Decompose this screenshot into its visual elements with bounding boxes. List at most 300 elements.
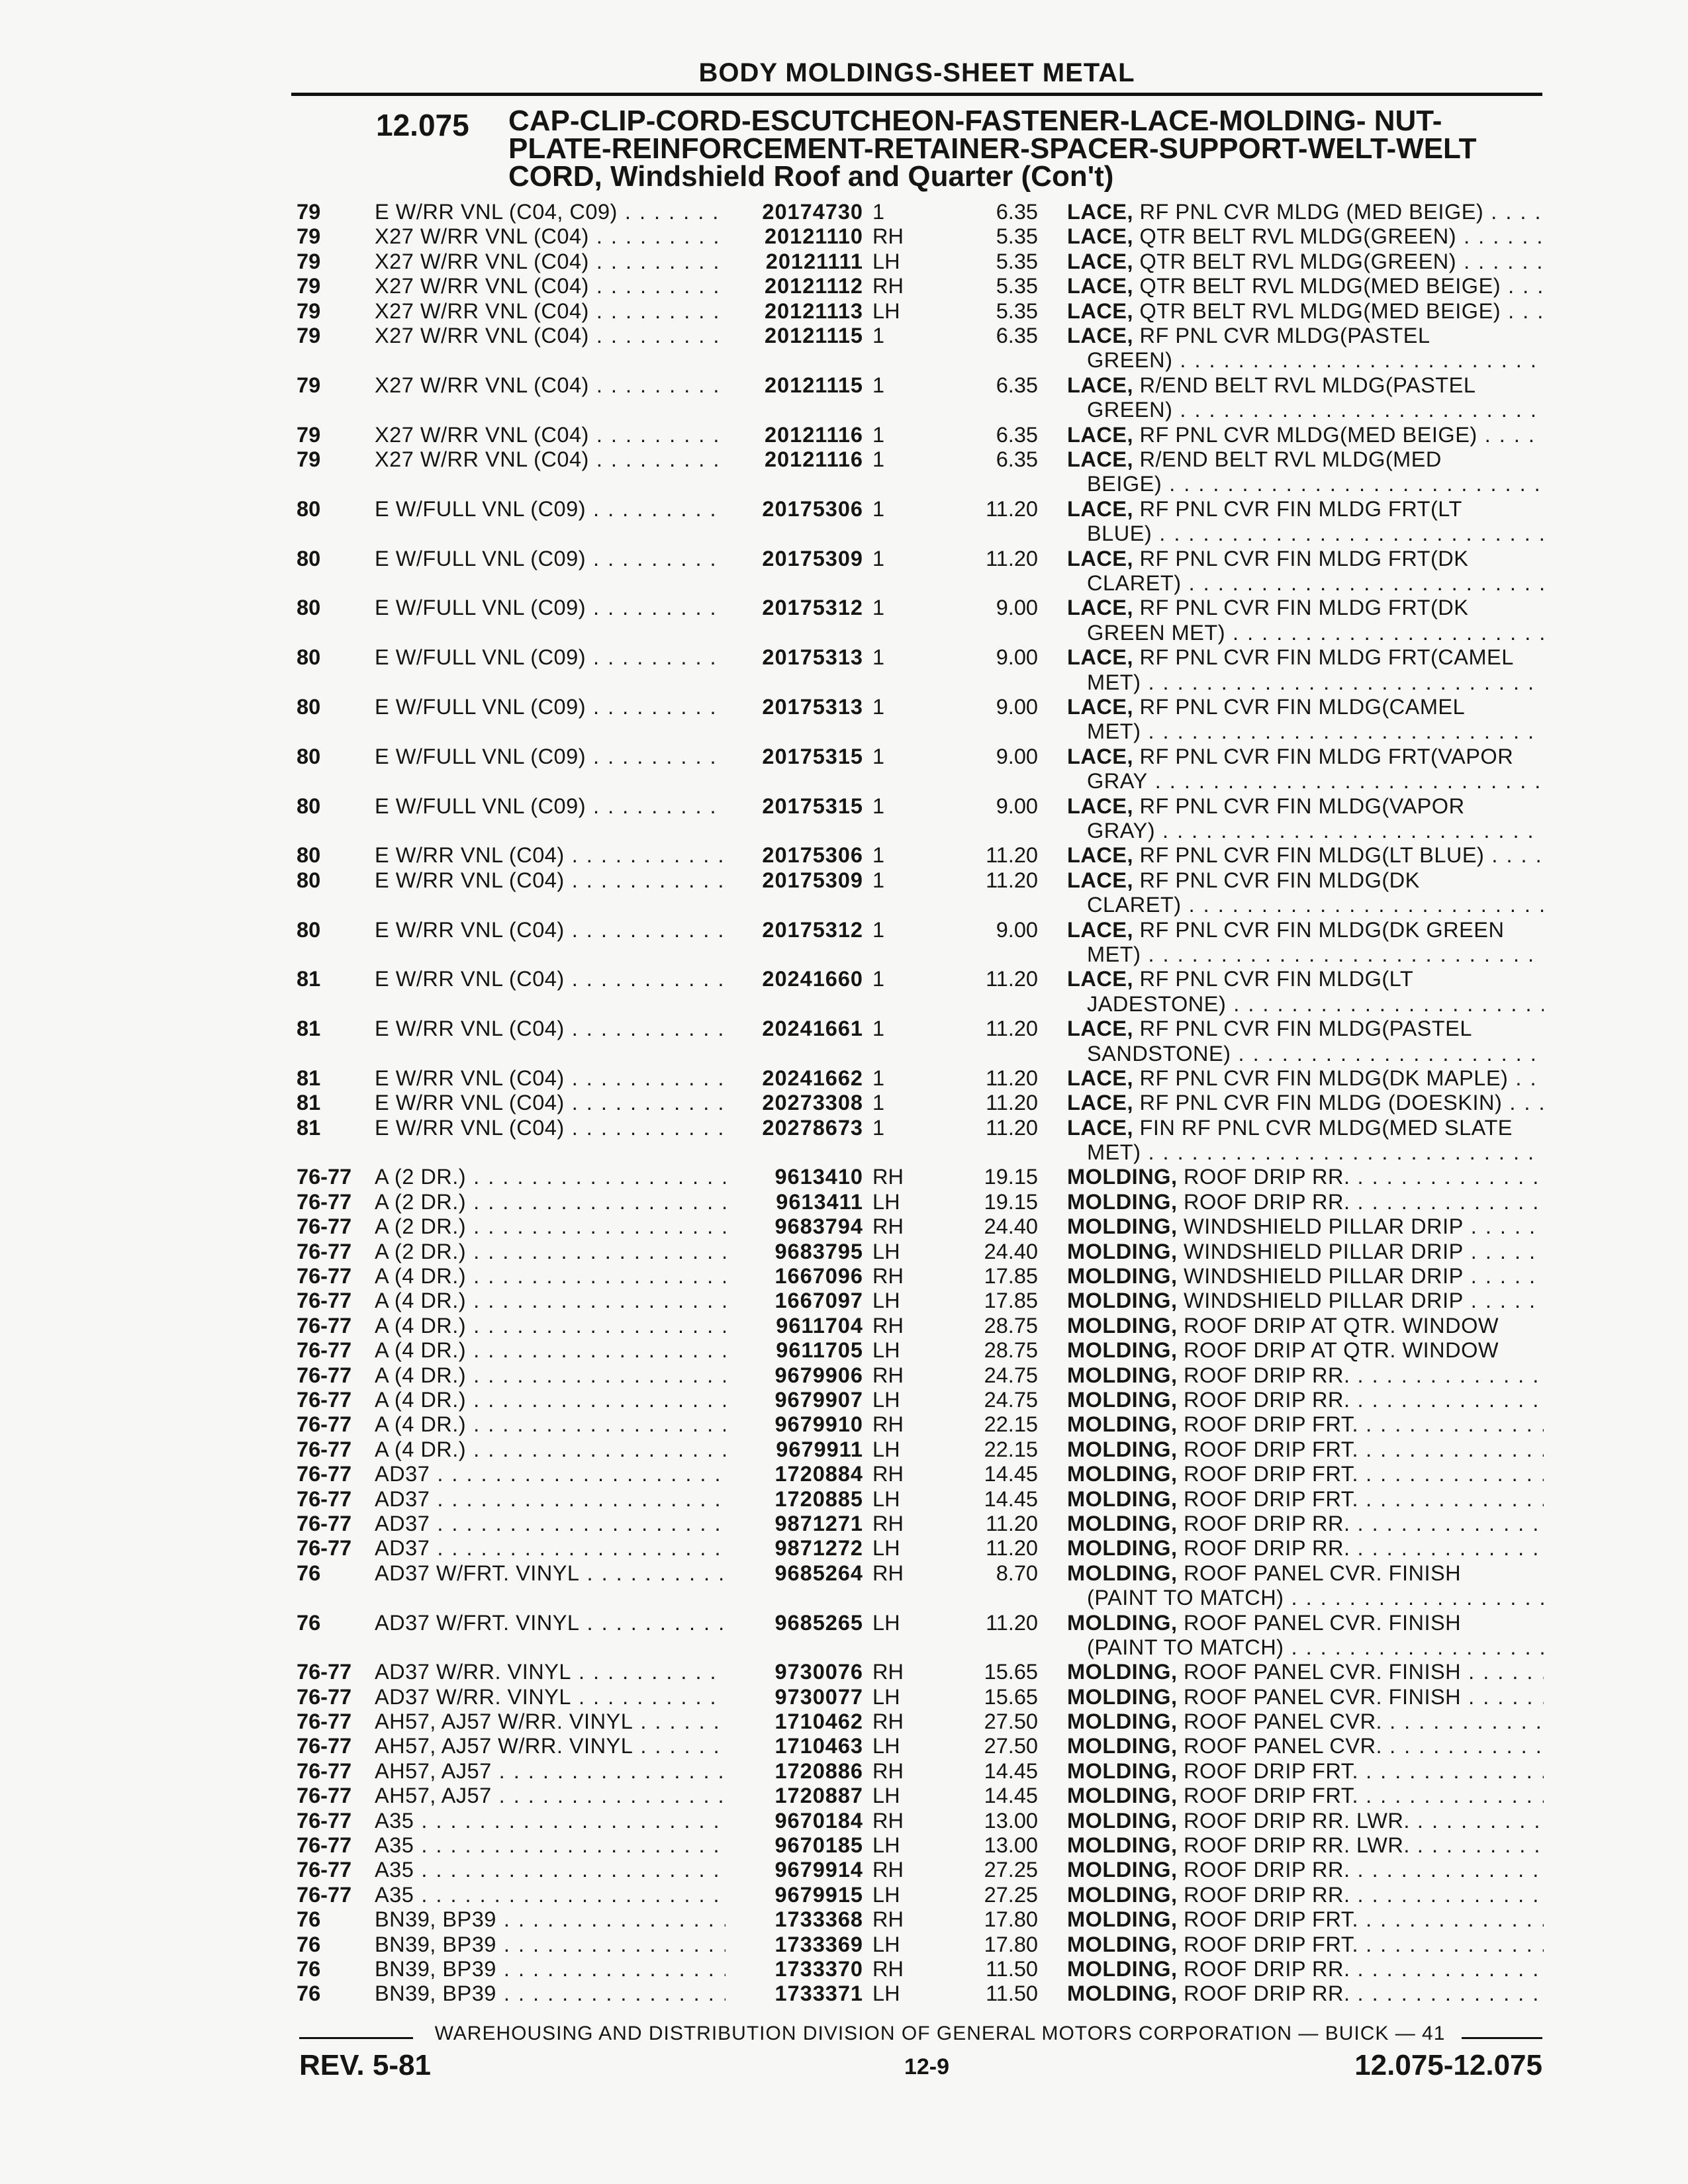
part-name	[1067, 1512, 1544, 1536]
part-number: 20175309	[762, 546, 863, 570]
model-description: A (4 DR.) . . .	[375, 1363, 726, 1388]
part-name-line	[1067, 1809, 1544, 1833]
model-description: AH57, AJ57 W/RR. VINYL . . .	[375, 1709, 726, 1734]
part-name-noun: LACE,	[1067, 447, 1133, 471]
price: 24.40	[984, 1239, 1038, 1263]
part-name-noun: LACE,	[1067, 1115, 1133, 1140]
part-name	[1067, 224, 1544, 249]
part-number: 9683795	[774, 1239, 863, 1263]
part-name	[1067, 1388, 1544, 1412]
part-name-detail: ROOF DRIP AT QTR. WINDOW	[1184, 1313, 1499, 1338]
model-description: AD37 . . .	[375, 1536, 726, 1561]
quantity: RH	[872, 1264, 904, 1289]
model-description: A35 . . .	[375, 1809, 726, 1833]
model-year: 76-77	[297, 1684, 352, 1709]
model-description: AD37 W/FRT. VINYL . . .	[375, 1611, 726, 1635]
part-number: 20278673	[762, 1115, 863, 1140]
price: 22.15	[984, 1437, 1038, 1461]
model-year: 76-77	[297, 1363, 352, 1387]
part-name	[1067, 1809, 1544, 1833]
part-number: 20241662	[762, 1066, 863, 1090]
price: 19.15	[984, 1165, 1038, 1189]
part-name	[1067, 1759, 1544, 1784]
part-name-detail: ROOF DRIP FRT.	[1184, 1462, 1359, 1486]
model-description: AD37 W/RR. VINYL . . .	[375, 1685, 726, 1709]
part-name-noun: MOLDING,	[1067, 1289, 1178, 1313]
price: 9.00	[996, 694, 1038, 719]
footer-rule-right	[1462, 2037, 1542, 2039]
model-year: 76-77	[297, 1833, 352, 1858]
model-year: 76-77	[297, 1313, 352, 1338]
part-name-detail: ROOF PANEL CVR.	[1184, 1709, 1383, 1734]
price: 14.45	[984, 1462, 1038, 1486]
model-description: E W/FULL VNL (C09) . . .	[375, 695, 726, 719]
part-name-detail: QTR BELT RVL MLDG(MED BEIGE)	[1139, 298, 1501, 323]
price: 17.85	[984, 1289, 1038, 1313]
price: 6.35	[996, 447, 1038, 471]
part-number: 1733371	[774, 1981, 863, 2006]
part-name-noun: MOLDING,	[1067, 1858, 1178, 1882]
model-year: 79	[297, 249, 321, 273]
table-row	[0, 1190, 1688, 1214]
part-name-noun: MOLDING,	[1067, 1511, 1178, 1535]
part-name-line	[1067, 447, 1544, 472]
table-row	[0, 1907, 1688, 1932]
part-name-line	[1067, 1388, 1544, 1412]
part-name	[1067, 274, 1544, 298]
model-year: 81	[297, 1066, 321, 1090]
part-name-detail: RF PNL CVR MLDG(PASTEL	[1139, 323, 1430, 347]
model-year: 79	[297, 274, 321, 298]
part-name-detail: ROOF DRIP FRT.	[1184, 1486, 1359, 1511]
model-year: 80	[297, 917, 321, 942]
quantity: LH	[872, 1784, 900, 1808]
quantity: LH	[872, 1338, 900, 1363]
price: 15.65	[984, 1660, 1038, 1684]
quantity: 1	[872, 1115, 885, 1140]
part-name-continuation: CLARET) . . .	[1067, 893, 1544, 917]
part-name	[1067, 1883, 1544, 1907]
model-year: 76-77	[297, 1289, 352, 1313]
part-name	[1067, 794, 1544, 844]
part-name	[1067, 1833, 1544, 1858]
model-year: 76-77	[297, 1437, 352, 1461]
table-row	[0, 1981, 1688, 2006]
model-description: BN39, BP39 . . .	[375, 1981, 726, 2006]
part-number: 1733369	[774, 1932, 863, 1956]
model-year: 76-77	[297, 1660, 352, 1684]
part-name	[1067, 447, 1544, 497]
model-description: AH57, AJ57 . . .	[375, 1759, 726, 1784]
model-description: X27 W/RR VNL (C04) . . .	[375, 299, 726, 324]
part-name-noun: MOLDING,	[1067, 1784, 1178, 1808]
quantity: LH	[872, 298, 900, 323]
part-name	[1067, 299, 1544, 324]
price: 27.50	[984, 1734, 1038, 1758]
part-name-detail: ROOF DRIP RR.	[1184, 1363, 1350, 1387]
part-name-detail: FIN RF PNL CVR MLDG(MED SLATE	[1139, 1115, 1513, 1140]
model-description: AH57, AJ57 W/RR. VINYL . . .	[375, 1734, 726, 1758]
part-name-noun: LACE,	[1067, 224, 1133, 249]
part-name-detail: ROOF DRIP FRT.	[1184, 1437, 1359, 1461]
table-row	[0, 1957, 1688, 1981]
footer-rule-left	[299, 2037, 413, 2039]
part-name-noun: MOLDING,	[1067, 1833, 1178, 1858]
quantity: RH	[872, 1907, 904, 1932]
part-name	[1067, 1214, 1544, 1239]
model-description: X27 W/RR VNL (C04) . . .	[375, 224, 726, 249]
part-name-continuation: (PAINT TO MATCH) . . .	[1067, 1635, 1544, 1660]
model-description: A (4 DR.) . . .	[375, 1314, 726, 1338]
table-row	[0, 645, 1688, 695]
part-name	[1067, 1957, 1544, 1981]
table-row	[0, 1759, 1688, 1784]
part-name-line	[1067, 1536, 1544, 1561]
model-year: 80	[297, 794, 321, 818]
quantity: 1	[872, 323, 885, 347]
price: 11.20	[986, 1091, 1038, 1115]
part-name	[1067, 918, 1544, 968]
price: 27.25	[984, 1882, 1038, 1907]
part-name-line	[1067, 1734, 1544, 1758]
part-number: 9613410	[774, 1165, 863, 1189]
quantity: RH	[872, 274, 904, 298]
model-description: E W/RR VNL (C04) . . .	[375, 1091, 726, 1115]
part-name	[1067, 868, 1544, 918]
price: 27.50	[984, 1709, 1038, 1734]
part-number: 20174730	[762, 200, 863, 224]
part-name-line	[1067, 1412, 1544, 1437]
part-name-noun: LACE,	[1067, 843, 1133, 868]
part-name-noun: LACE,	[1067, 249, 1133, 273]
table-row	[0, 1116, 1688, 1165]
table-row	[0, 373, 1688, 423]
part-name-detail: RF PNL CVR FIN MLDG(CAMEL	[1139, 694, 1466, 719]
part-name-noun: MOLDING,	[1067, 1338, 1178, 1363]
quantity: 1	[872, 447, 885, 471]
part-name-line	[1067, 794, 1544, 819]
price: 11.20	[986, 967, 1038, 991]
part-number: 1733370	[774, 1957, 863, 1981]
part-name-line	[1067, 1611, 1544, 1635]
part-name	[1067, 967, 1544, 1017]
part-name-detail: ROOF DRIP RR.	[1184, 1882, 1350, 1907]
part-name-line	[1067, 1017, 1544, 1041]
quantity: RH	[872, 224, 904, 249]
model-description: A (4 DR.) . . .	[375, 1412, 726, 1437]
part-name	[1067, 1017, 1544, 1066]
model-year: 80	[297, 843, 321, 868]
table-row	[0, 497, 1688, 547]
part-name-continuation: MET) . . .	[1067, 670, 1544, 695]
part-name-noun: LACE,	[1067, 1091, 1133, 1115]
part-name-line	[1067, 645, 1544, 670]
model-description: A35 . . .	[375, 1858, 726, 1882]
part-name	[1067, 1437, 1544, 1462]
price: 15.65	[984, 1684, 1038, 1709]
part-name-continuation: MET) . . .	[1067, 942, 1544, 967]
part-name-detail: ROOF DRIP RR.	[1184, 1536, 1350, 1561]
part-name-line	[1067, 423, 1544, 447]
part-number: 20121116	[764, 422, 863, 447]
part-number: 20241660	[762, 967, 863, 991]
model-description: E W/RR VNL (C04) . . .	[375, 868, 726, 893]
part-name-noun: MOLDING,	[1067, 1412, 1178, 1437]
part-number: 20121110	[764, 224, 863, 249]
part-number: 20175313	[762, 694, 863, 719]
quantity: LH	[872, 249, 900, 273]
part-name-detail: ROOF DRIP RR.	[1184, 1165, 1350, 1189]
price: 11.20	[986, 1017, 1038, 1041]
part-name-line	[1067, 1437, 1544, 1462]
part-name-line	[1067, 1685, 1544, 1709]
part-name-noun: LACE,	[1067, 1066, 1133, 1090]
part-name	[1067, 373, 1544, 423]
part-name-line	[1067, 1264, 1544, 1289]
part-name-noun: MOLDING,	[1067, 1709, 1178, 1734]
part-name-line	[1067, 1833, 1544, 1858]
table-row	[0, 1858, 1688, 1882]
part-name-line	[1067, 324, 1544, 348]
footer-revision: REV. 5-81	[299, 2049, 431, 2081]
part-number: 9683794	[774, 1214, 863, 1239]
model-year: 80	[297, 596, 321, 620]
model-description: X27 W/RR VNL (C04) . . .	[375, 373, 726, 398]
part-number: 9679911	[776, 1437, 863, 1461]
part-name-continuation: BLUE) . . .	[1067, 522, 1544, 546]
part-number: 9679915	[774, 1882, 863, 1907]
table-row	[0, 1091, 1688, 1115]
table-row	[0, 1561, 1688, 1611]
table-row	[0, 1314, 1688, 1338]
part-name-detail: RF PNL CVR MLDG(MED BEIGE)	[1139, 422, 1477, 447]
price: 13.00	[984, 1808, 1038, 1833]
part-name-noun: LACE,	[1067, 645, 1133, 670]
part-name-line	[1067, 868, 1544, 893]
part-name-detail: ROOF DRIP RR.	[1184, 1981, 1350, 2006]
price: 8.70	[996, 1561, 1038, 1585]
part-name-line	[1067, 1116, 1544, 1140]
quantity: 1	[872, 694, 885, 719]
model-description: AD37 . . .	[375, 1512, 726, 1536]
part-name	[1067, 1933, 1544, 1957]
model-description: X27 W/RR VNL (C04) . . .	[375, 447, 726, 472]
model-description: X27 W/RR VNL (C04) . . .	[375, 324, 726, 348]
part-name-line	[1067, 596, 1544, 620]
part-number: 20121116	[764, 447, 863, 471]
model-year: 76-77	[297, 1412, 352, 1437]
part-name-detail: ROOF PANEL CVR. FINISH	[1184, 1684, 1462, 1709]
part-name-noun: LACE,	[1067, 917, 1133, 942]
part-name	[1067, 1338, 1544, 1363]
part-name	[1067, 1685, 1544, 1709]
model-description: BN39, BP39 . . .	[375, 1957, 726, 1981]
quantity: RH	[872, 1758, 904, 1783]
part-number: 9679914	[774, 1858, 863, 1882]
part-name	[1067, 1784, 1544, 1808]
part-name-noun: MOLDING,	[1067, 1561, 1178, 1585]
part-name-detail: ROOF PANEL CVR. FINISH	[1184, 1561, 1462, 1585]
model-description: A (2 DR.) . . .	[375, 1190, 726, 1214]
part-name-detail: ROOF DRIP FRT.	[1184, 1932, 1359, 1956]
part-name-detail: RF PNL CVR FIN MLDG(DK	[1139, 868, 1420, 892]
part-name-detail: RF PNL CVR FIN MLDG(VAPOR	[1139, 794, 1465, 818]
quantity: 1	[872, 422, 885, 447]
part-name-noun: LACE,	[1067, 794, 1133, 818]
model-year: 76-77	[297, 1709, 352, 1734]
part-name	[1067, 695, 1544, 745]
part-name-detail: RF PNL CVR FIN MLDG FRT(CAMEL	[1139, 645, 1514, 670]
model-description: BN39, BP39 . . .	[375, 1933, 726, 1957]
part-name-noun: LACE,	[1067, 868, 1133, 892]
table-row	[0, 1784, 1688, 1808]
model-year: 76-77	[297, 1511, 352, 1535]
part-name-line	[1067, 1784, 1544, 1808]
part-name	[1067, 1289, 1544, 1313]
table-row	[0, 745, 1688, 794]
part-name-line	[1067, 200, 1544, 224]
quantity: RH	[872, 1165, 904, 1189]
price: 24.75	[984, 1387, 1038, 1412]
part-name-noun: MOLDING,	[1067, 1610, 1178, 1635]
part-name-noun: MOLDING,	[1067, 1684, 1178, 1709]
model-year: 76	[297, 1932, 321, 1956]
model-description: A (4 DR.) . . .	[375, 1289, 726, 1313]
model-description: E W/RR VNL (C04) . . .	[375, 918, 726, 942]
model-description: A35 . . .	[375, 1883, 726, 1907]
part-number: 20241661	[762, 1017, 863, 1041]
quantity: LH	[872, 1981, 900, 2006]
part-name-detail: RF PNL CVR FIN MLDG FRT(LT	[1139, 496, 1462, 521]
table-row	[0, 224, 1688, 249]
group-title	[508, 107, 1541, 191]
price: 11.20	[986, 1115, 1038, 1140]
part-number: 20175315	[762, 794, 863, 818]
quantity: LH	[872, 1239, 900, 1263]
part-name-line	[1067, 1289, 1544, 1313]
quantity: 1	[872, 1091, 885, 1115]
part-number: 9613411	[776, 1189, 863, 1214]
model-description: E W/FULL VNL (C09) . . .	[375, 745, 726, 769]
part-name-line	[1067, 1981, 1544, 2006]
part-name-detail: RF PNL CVR FIN MLDG FRT(DK	[1139, 596, 1469, 620]
model-description: AD37 . . .	[375, 1487, 726, 1512]
part-name-detail: RF PNL CVR FIN MLDG(DK MAPLE)	[1139, 1066, 1509, 1090]
price: 24.40	[984, 1214, 1038, 1239]
price: 11.50	[986, 1957, 1038, 1981]
price: 6.35	[996, 200, 1038, 224]
part-name-detail: ROOF PANEL CVR. FINISH	[1184, 1660, 1462, 1684]
price: 17.80	[984, 1907, 1038, 1932]
part-name	[1067, 1660, 1544, 1684]
table-row	[0, 423, 1688, 447]
model-year: 79	[297, 447, 321, 471]
part-name-detail: ROOF DRIP RR.	[1184, 1957, 1350, 1981]
quantity: RH	[872, 1511, 904, 1535]
quantity: 1	[872, 1066, 885, 1090]
part-name-line	[1067, 1660, 1544, 1684]
part-name	[1067, 1907, 1544, 1932]
part-number: 9871271	[774, 1511, 863, 1535]
model-year: 79	[297, 422, 321, 447]
part-name-line	[1067, 695, 1544, 719]
part-name-line	[1067, 274, 1544, 298]
footer-division: WAREHOUSING AND DISTRIBUTION DIVISION OF GENERAL MOTORS CORPORATION — BUICK — 41	[434, 2023, 1446, 2044]
part-name-detail: ROOF DRIP FRT.	[1184, 1784, 1359, 1808]
part-name-line	[1067, 547, 1544, 571]
quantity: LH	[872, 1734, 900, 1758]
price: 14.45	[984, 1784, 1038, 1808]
quantity: RH	[872, 1709, 904, 1734]
table-row	[0, 1462, 1688, 1486]
price: 11.20	[986, 843, 1038, 868]
part-name	[1067, 1165, 1544, 1189]
part-name	[1067, 645, 1544, 695]
part-name-continuation: GREEN MET) . . .	[1067, 621, 1544, 645]
part-name-detail: ROOF DRIP RR. LWR.	[1184, 1808, 1410, 1833]
model-year: 76	[297, 1907, 321, 1932]
part-name-detail: ROOF DRIP FRT.	[1184, 1758, 1359, 1783]
model-description: A35 . . .	[375, 1833, 726, 1858]
part-name	[1067, 1981, 1544, 2006]
quantity: LH	[872, 1437, 900, 1461]
table-row	[0, 1660, 1688, 1684]
table-row	[0, 1809, 1688, 1833]
part-name-line	[1067, 1933, 1544, 1957]
table-row	[0, 1933, 1688, 1957]
price: 11.20	[986, 1511, 1038, 1535]
model-description: E W/RR VNL (C04) . . .	[375, 843, 726, 868]
model-description: A (2 DR.) . . .	[375, 1240, 726, 1264]
table-row	[0, 1437, 1688, 1462]
quantity: RH	[872, 1957, 904, 1981]
part-number: 9670185	[774, 1833, 863, 1858]
model-year: 76-77	[297, 1858, 352, 1882]
price: 5.35	[996, 224, 1038, 249]
part-name-detail: R/END BELT RVL MLDG(MED	[1139, 447, 1442, 471]
quantity: 1	[872, 917, 885, 942]
part-name-continuation: GRAY . . .	[1067, 769, 1544, 794]
table-row	[0, 547, 1688, 596]
part-name-line	[1067, 224, 1544, 249]
part-name	[1067, 497, 1544, 547]
model-year: 81	[297, 967, 321, 991]
table-row	[0, 250, 1688, 274]
price: 27.25	[984, 1858, 1038, 1882]
price: 5.35	[996, 249, 1038, 273]
quantity: LH	[872, 1536, 900, 1561]
quantity: RH	[872, 1808, 904, 1833]
quantity: RH	[872, 1561, 904, 1585]
part-name	[1067, 1091, 1544, 1115]
part-name	[1067, 1116, 1544, 1165]
table-row	[0, 1363, 1688, 1388]
model-description: X27 W/RR VNL (C04) . . .	[375, 250, 726, 274]
part-name-noun: MOLDING,	[1067, 1239, 1178, 1263]
table-row	[0, 1264, 1688, 1289]
header-rule	[291, 93, 1542, 96]
part-number: 20121112	[764, 274, 863, 298]
part-name-line	[1067, 250, 1544, 274]
part-name-noun: MOLDING,	[1067, 1189, 1178, 1214]
model-description: E W/RR VNL (C04) . . .	[375, 1116, 726, 1140]
part-name-line	[1067, 1240, 1544, 1264]
model-description: X27 W/RR VNL (C04) . . .	[375, 274, 726, 298]
price: 28.75	[984, 1313, 1038, 1338]
table-row	[0, 1165, 1688, 1189]
model-year: 76-77	[297, 1784, 352, 1808]
part-name-line	[1067, 497, 1544, 522]
